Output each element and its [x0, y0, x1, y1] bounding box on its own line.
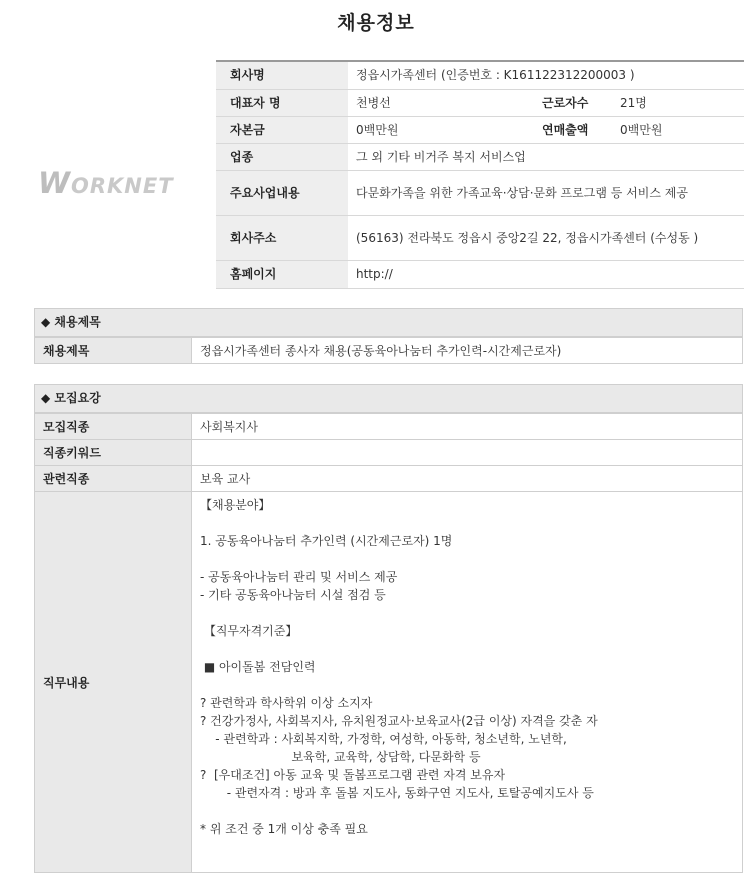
- business-value: 다문화가족을 위한 가족교육·상담·문화 프로그램 등 서비스 제공: [348, 170, 744, 215]
- company-row-industry: [216, 143, 744, 170]
- duty-line: [200, 802, 734, 820]
- duty-line: ■ 아이돌봄 전담인력: [200, 660, 316, 674]
- page-title: 채용정보: [337, 12, 415, 34]
- duty-line: 보육학, 교육학, 상담학, 다문화학 등: [200, 750, 481, 764]
- ceo-value: 천병선: [348, 89, 534, 116]
- ceo-label: 대표자 명: [216, 89, 348, 116]
- duty-line: 【채용분야】: [200, 498, 271, 512]
- duty-line: ? [우대조건] 아동 교육 및 돌봄프로그램 관련 자격 보유자: [200, 768, 506, 782]
- sales-label: 연매출액: [534, 116, 612, 143]
- duty-line: [200, 514, 734, 532]
- duty-line: 1. 공동육아나눔터 추가인력 (시간제근로자) 1명: [200, 534, 453, 548]
- logo-mark: W: [38, 166, 71, 200]
- requirements-header: ◆ 모집요강: [34, 384, 743, 413]
- duty-line: - 기타 공동육아나눔터 시설 점검 등: [200, 588, 386, 602]
- company-row-ceo: [216, 89, 744, 116]
- company-name-value: 정읍시가족센터 (인증번호 : K161122312200003 ): [348, 61, 744, 89]
- recruit-title-header: ◆ 채용제목: [34, 308, 743, 337]
- duty-line: ? 건강가정사, 사회복지사, 유치원정교사·보육교사(2급 이상) 자격을 갖춘 자: [200, 714, 598, 728]
- company-row-capital: [216, 116, 744, 143]
- recruit-title-section: [34, 308, 743, 364]
- duty-text: [200, 492, 734, 838]
- duty-content: [192, 492, 743, 873]
- duty-row: [35, 492, 743, 873]
- duty-line: [200, 604, 734, 622]
- company-row-name: [216, 61, 744, 89]
- keyword-row: [35, 440, 743, 466]
- duty-line: - 관련자격 : 방과 후 돌봄 지도사, 동화구연 지도사, 토탈공예지도사 등: [200, 786, 594, 800]
- job-type-label: 모집직종: [35, 414, 192, 440]
- sales-value: 0백만원: [612, 116, 744, 143]
- job-type-value: 사회복지사: [192, 414, 743, 440]
- worknet-logo: [38, 166, 174, 200]
- logo-text: ORKNET: [71, 174, 174, 198]
- company-info-table: [216, 60, 744, 289]
- keyword-label: 직종키워드: [35, 440, 192, 466]
- company-name-label: 회사명: [216, 61, 348, 89]
- duty-label: 직무내용: [35, 492, 192, 873]
- duty-line: ? 관련학과 학사학위 이상 소지자: [200, 696, 373, 710]
- industry-label: 업종: [216, 143, 348, 170]
- requirements-section: [34, 384, 743, 873]
- duty-line: [200, 550, 734, 568]
- duty-line: [200, 676, 734, 694]
- capital-label: 자본금: [216, 116, 348, 143]
- duty-line: [200, 640, 734, 658]
- address-label: 회사주소: [216, 215, 348, 260]
- workers-label: 근로자수: [534, 89, 612, 116]
- duty-line: - 관련학과 : 사회복지학, 가정학, 여성학, 아동학, 청소년학, 노년학,: [200, 732, 567, 746]
- related-job-label: 관련직종: [35, 466, 192, 492]
- requirements-table: [34, 413, 743, 873]
- recruit-title-label: 채용제목: [35, 338, 192, 364]
- business-label: 주요사업내용: [216, 170, 348, 215]
- homepage-label: 홈페이지: [216, 260, 348, 288]
- keyword-value: [192, 440, 743, 466]
- capital-value: 0백만원: [348, 116, 534, 143]
- related-job-value: 보육 교사: [192, 466, 743, 492]
- related-job-row: [35, 466, 743, 492]
- duty-line: 【직무자격기준】: [200, 624, 298, 638]
- recruit-title-table: [34, 337, 743, 364]
- job-type-row: [35, 414, 743, 440]
- industry-value: 그 외 기타 비거주 복지 서비스업: [348, 143, 744, 170]
- company-row-homepage: [216, 260, 744, 288]
- address-value: (56163) 전라북도 정읍시 중앙2길 22, 정읍시가족센터 (수성동 ): [348, 215, 744, 260]
- duty-line: * 위 조건 중 1개 이상 충족 필요: [200, 822, 368, 836]
- recruit-title-value: 정읍시가족센터 종사자 채용(공동육아나눔터 추가인력-시간제근로자): [192, 338, 743, 364]
- company-row-business: [216, 170, 744, 215]
- company-row-address: [216, 215, 744, 260]
- duty-line: - 공동육아나눔터 관리 및 서비스 제공: [200, 570, 398, 584]
- homepage-link[interactable]: http://: [348, 260, 744, 288]
- workers-value: 21명: [612, 89, 744, 116]
